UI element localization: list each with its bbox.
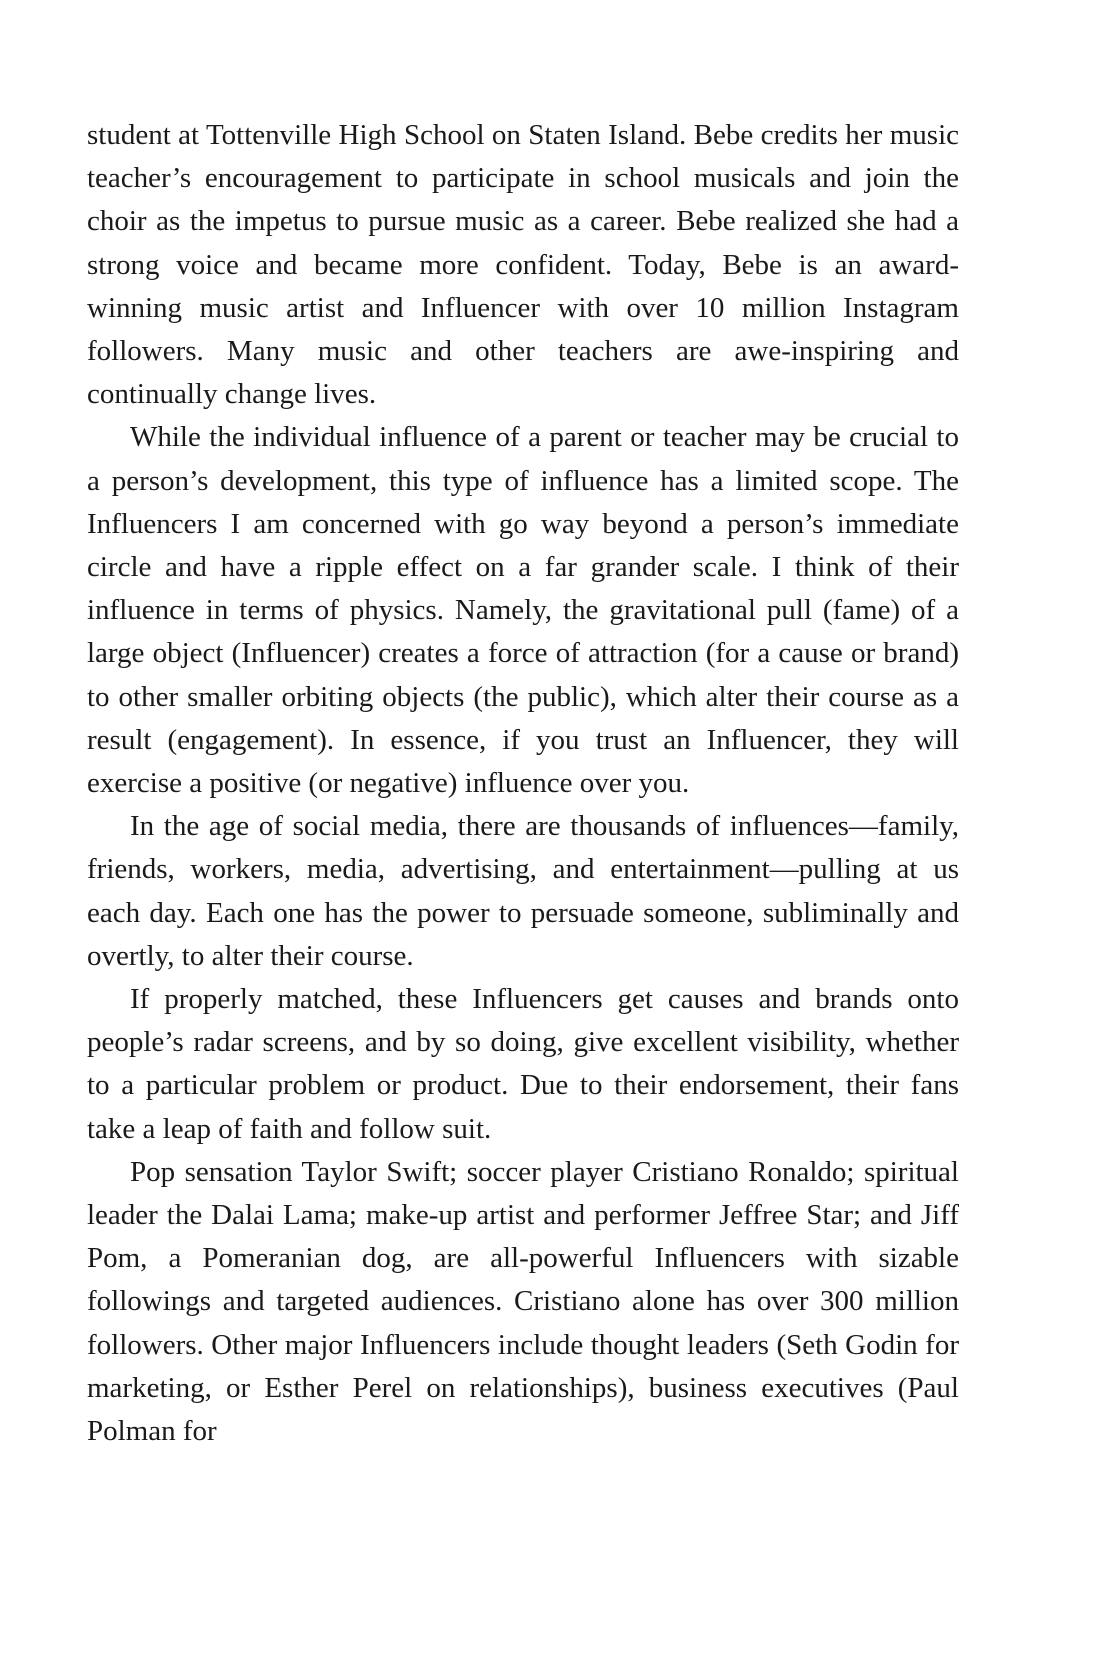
paragraph-matched-influencers: If properly matched, these Influencers get causes and brands onto people’s radar screens, and by so doing, give excellent visibility, whether to a particular problem or product. Due to their endorsement, their fans take a leap of faith and follow suit. bbox=[87, 983, 959, 1145]
book-page bbox=[87, 114, 959, 1453]
paragraph-social-media: In the age of social media, there are thousands of influences—family, friends, workers, media, advertising, and entertainment—pulling at us each day. Each one has the power to persuade someone, subliminally and overtly, to alter their course. bbox=[87, 810, 959, 972]
paragraph-continuation: student at Tottenville High School on Staten Island. Bebe credits her music teacher’s encouragement to participate in school musicals and join the choir as the impetus to pursue music as a career. Bebe realized she had a strong voice and became more confident. Today, Bebe is an award-winning music artist and Influencer with over 10 million Instagram followers. Many music and other teachers are awe-inspiring and continually change lives. bbox=[87, 119, 959, 411]
paragraph-influence-scope: While the individual influence of a parent or teacher may be crucial to a person’s development, this type of influence has a limited scope. The Influencers I am concerned with go way beyond a person’s immediate circle and have a ripple effect on a far grander scale. I think of their influence in terms of physics. Namely, the gravitational pull (fame) of a large object (Influencer) creates a force of attraction (for a cause or brand) to other smaller orbiting objects (the public), which alter their course as a result (engagement). In essence, if you trust an Influencer, they will exercise a positive (or negative) influence over you. bbox=[87, 421, 959, 800]
paragraph-influencer-examples: Pop sensation Taylor Swift; soccer player Cristiano Ronaldo; spiritual leader the Dalai Lama; make-up artist and performer Jeffree Star; and Jiff Pom, a Pomeranian dog, are all-powerful Influencers with sizable followings and targeted audiences. Cristiano alone has over 300 million followers. Other major Influencers include thought leaders (Seth Godin for marketing, or Esther Perel on relationships), business executives (Paul Polman for bbox=[87, 1155, 959, 1448]
